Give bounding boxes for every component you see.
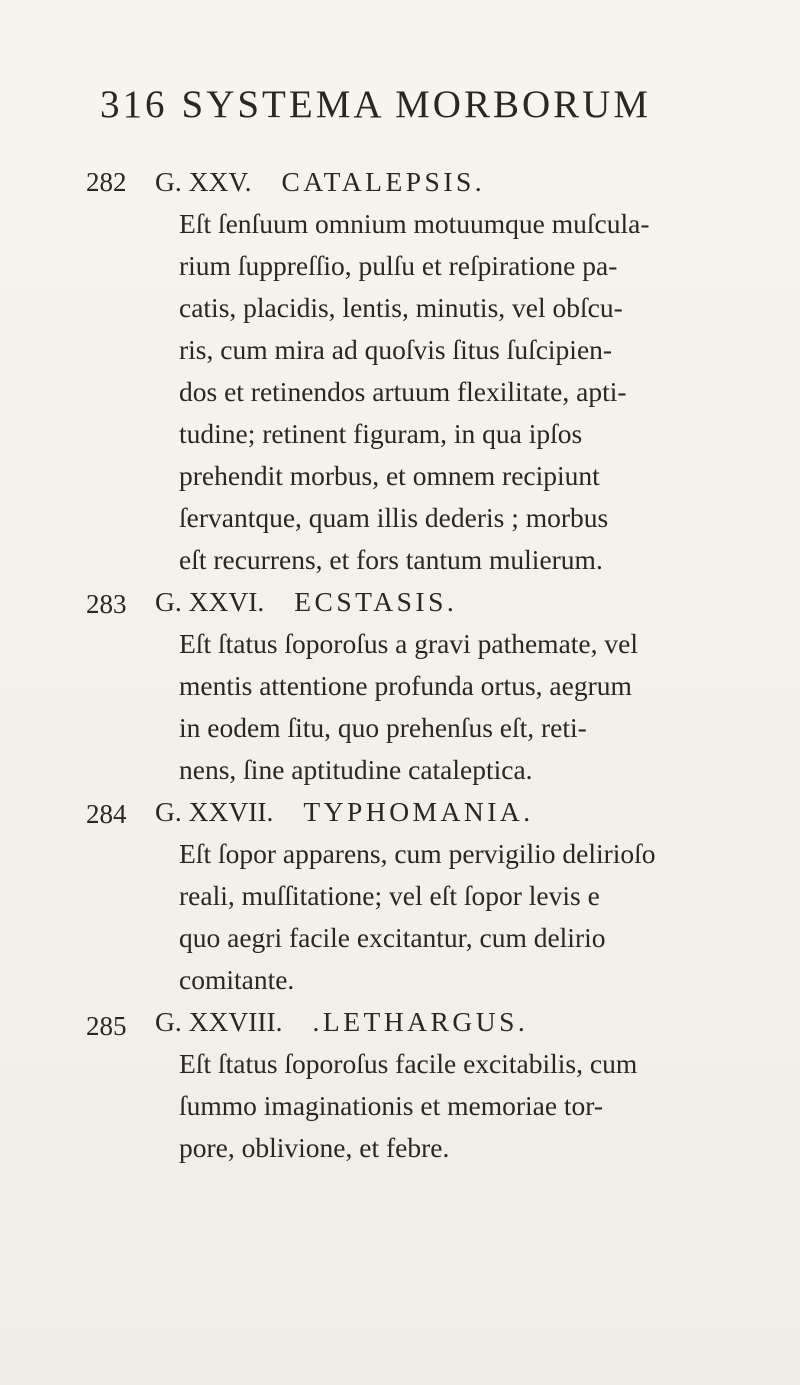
running-title: SYSTEMA MORBORUM xyxy=(181,83,652,126)
genus-label: G. XXVII. xyxy=(155,796,274,827)
article-number: 284 xyxy=(86,799,127,829)
text-line: ſervantque, quam illis dederis ; morbus xyxy=(179,502,609,533)
text-line: tudine; retinent figuram, in qua ipſos xyxy=(179,418,583,449)
text-line: catis, placidis, lentis, minutis, vel obſcu- xyxy=(179,292,623,323)
page-number: 316 xyxy=(100,83,168,126)
text-line: in eodem ſitu, quo prehenſus eſt, reti- xyxy=(179,712,587,743)
text-line: reali, muſſitatione; vel eſt ſopor levis e xyxy=(179,880,600,911)
text-line: dos et retinendos artuum flexilitate, apti- xyxy=(179,376,627,407)
text-line: prehendit morbus, et omnem recipiunt xyxy=(179,460,600,491)
disease-name: .LETHARGUS. xyxy=(312,1006,529,1037)
genus-label: G. XXVIII. xyxy=(155,1006,283,1037)
text-line: pore, oblivione, et febre. xyxy=(179,1132,450,1163)
disease-name: TYPHOMANIA. xyxy=(303,796,534,827)
genus-label: G. XXV. xyxy=(155,166,252,197)
genus-label: G. XXVI. xyxy=(155,586,265,617)
disease-name: CATALEPSIS. xyxy=(281,166,486,197)
running-head xyxy=(100,82,651,127)
text-line: nens, ſine aptitudine cataleptica. xyxy=(179,754,533,785)
article-heading xyxy=(155,586,457,618)
text-line: Eſt ſtatus ſoporoſus facile excitabilis, cum xyxy=(179,1048,638,1079)
text-line: quo aegri facile excitantur, cum delirio xyxy=(179,922,606,953)
text-line: ris, cum mira ad quoſvis ſitus ſuſcipien- xyxy=(179,334,613,365)
article-heading xyxy=(155,796,534,828)
text-line: Eſt ſenſuum omnium motuumque muſcula- xyxy=(179,208,650,239)
text-line: mentis attentione profunda ortus, aegrum xyxy=(179,670,632,701)
article-number: 282 xyxy=(86,167,127,197)
text-line: rium ſuppreſſio, pulſu et reſpiratione pa- xyxy=(179,250,618,281)
article-number: 285 xyxy=(86,1011,127,1041)
text-line: eſt recurrens, et fors tantum mulierum. xyxy=(179,544,603,575)
text-line: Eſt ſopor apparens, cum pervigilio delirioſo xyxy=(179,838,656,869)
text-line: comitante. xyxy=(179,964,295,995)
article-heading xyxy=(155,166,485,198)
article-heading xyxy=(155,1006,528,1038)
text-line: ſummo imaginationis et memoriae tor- xyxy=(179,1090,604,1121)
article-number: 283 xyxy=(86,589,127,619)
disease-name: ECSTASIS. xyxy=(294,586,458,617)
text-line: Eſt ſtatus ſoporoſus a gravi pathemate, vel xyxy=(179,628,638,659)
